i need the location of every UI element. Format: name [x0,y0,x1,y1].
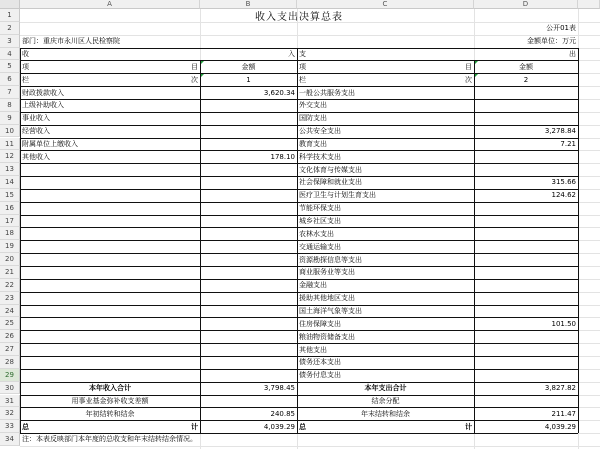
expense-value[interactable]: 3,278.84 [544,127,576,136]
row-header[interactable]: 30 [0,382,20,395]
row-header[interactable]: 2 [0,22,20,35]
department-label[interactable]: 部门：重庆市永川区人民检察院 [22,37,120,46]
expense-value[interactable] [474,279,578,292]
expense-item[interactable]: 金融支出 [299,281,327,290]
expense-item-label[interactable]: 项 [299,62,306,71]
begin-balance-label[interactable]: 年初结转和结余 [85,409,135,418]
error-indicator-icon[interactable] [475,61,478,64]
expense-value[interactable]: 7.21 [560,139,576,148]
income-amount-label[interactable]: 金额 [241,62,256,71]
row-header[interactable]: 23 [0,292,20,305]
expense-item[interactable]: 外交支出 [299,101,327,110]
expense-item[interactable]: 社会保障和就业支出 [299,178,362,187]
expense-value[interactable]: 101.50 [551,319,576,328]
income-value[interactable] [200,99,297,112]
row-header[interactable]: 1 [0,9,20,22]
income-value[interactable] [200,112,297,125]
expense-value[interactable] [474,292,578,305]
income-col-label-right[interactable]: 次 [191,75,198,84]
income-item[interactable]: 经营收入 [22,127,50,136]
end-balance-value[interactable]: 211.47 [551,409,576,418]
expense-value[interactable] [474,86,578,99]
begin-balance-value[interactable]: 240.85 [270,409,295,418]
row-header[interactable]: 20 [0,253,20,266]
expense-col-label[interactable]: 栏 [299,75,306,84]
expense-value[interactable] [474,163,578,176]
expense-item[interactable]: 科学技术支出 [299,152,341,161]
expense-item[interactable]: 商业服务业等支出 [299,268,355,277]
income-col-label[interactable]: 栏 [22,75,29,84]
expense-item[interactable]: 教育支出 [299,139,327,148]
income-item[interactable]: 附属单位上缴收入 [22,139,78,148]
expense-col-label-right[interactable]: 次 [465,75,472,84]
expense-item[interactable]: 城乡社区支出 [299,217,341,226]
expense-value[interactable] [474,215,578,228]
row-header[interactable]: 33 [0,420,20,433]
sheet-title[interactable]: 收入支出决算总表 [255,11,343,22]
income-item[interactable]: 事业收入 [22,114,50,123]
column-header-filler [578,0,600,9]
row-header[interactable]: 25 [0,317,20,330]
expense-item[interactable]: 国防支出 [299,114,327,123]
table-border [578,48,579,434]
expense-value[interactable] [474,227,578,240]
row-header[interactable]: 17 [0,215,20,228]
expense-item[interactable]: 国土海洋气象等支出 [299,306,362,315]
expense-item[interactable]: 粮油物资储备支出 [299,332,355,341]
income-header[interactable]: 收 [22,49,29,58]
expense-value[interactable] [474,99,578,112]
income-item[interactable]: 财政拨款收入 [22,88,64,97]
row-header[interactable]: 12 [0,150,20,163]
income-total-label[interactable]: 本年收入合计 [89,384,131,393]
expense-header[interactable]: 支 [299,49,306,58]
row-header[interactable]: 4 [0,48,20,61]
income-item-label[interactable]: 项 [22,62,29,71]
row-header[interactable]: 29 [0,369,20,382]
end-balance-label[interactable]: 年末结转和结余 [361,409,410,418]
column-header-d[interactable]: D [474,0,578,9]
expense-item[interactable]: 债务付息支出 [299,371,341,380]
expense-item-label-right[interactable]: 目 [465,62,472,71]
amount-unit[interactable]: 金额单位：万元 [527,37,576,46]
row-header[interactable]: 21 [0,266,20,279]
expense-total-label[interactable]: 本年支出合计 [364,384,407,393]
expense-value[interactable] [474,253,578,266]
row-header[interactable]: 6 [0,73,20,86]
fund-label[interactable]: 用事业基金弥补收支差额 [71,396,149,405]
grand-income-value[interactable]: 4,039.29 [263,422,295,431]
row-header[interactable]: 7 [0,86,20,99]
row-header[interactable]: 13 [0,163,20,176]
expense-item[interactable]: 债务还本支出 [299,358,341,367]
row-header[interactable]: 31 [0,395,20,408]
expense-header-right[interactable]: 出 [569,49,576,58]
expense-amount-label[interactable]: 金额 [519,62,533,71]
income-header-right[interactable]: 入 [288,49,295,58]
row-header[interactable]: 32 [0,407,20,420]
table-note[interactable]: 注：本表反映部门本年度的总收支和年末结转结余情况。 [22,435,197,444]
grand-total-label-expense-right[interactable]: 计 [465,422,472,431]
expense-value[interactable] [474,112,578,125]
expense-item[interactable]: 援助其他地区支出 [299,294,355,303]
row-header[interactable]: 22 [0,279,20,292]
grand-total-label-right[interactable]: 计 [191,422,198,431]
expense-item[interactable]: 文化体育与传媒支出 [299,165,362,174]
surplus-label[interactable]: 结余分配 [371,396,400,405]
income-value[interactable] [200,125,297,138]
expense-item[interactable]: 一般公共服务支出 [299,88,355,97]
select-all-corner[interactable] [0,0,20,9]
row-header[interactable]: 18 [0,227,20,240]
expense-item[interactable]: 公共安全支出 [299,127,341,136]
expense-value[interactable] [474,266,578,279]
income-value[interactable] [200,138,297,151]
expense-item[interactable]: 资源勘探信息等支出 [299,255,362,264]
expense-value[interactable] [474,240,578,253]
grand-expense-value[interactable]: 4,039.29 [544,422,576,431]
expense-total-value[interactable]: 3,827.82 [544,384,576,393]
expense-item[interactable]: 住房保障支出 [299,319,341,328]
row-header[interactable]: 5 [0,60,20,73]
expense-value[interactable]: 315.66 [551,178,576,187]
expense-value[interactable] [474,330,578,343]
error-indicator-icon[interactable] [201,61,204,64]
row-header[interactable]: 28 [0,356,20,369]
expense-value[interactable]: 124.62 [551,191,576,200]
error-indicator-icon[interactable] [201,74,204,77]
row-header[interactable]: 3 [0,35,20,48]
form-code[interactable]: 公开01表 [546,24,576,33]
cell-grid [20,9,600,449]
column-header-b[interactable]: B [200,0,297,9]
expense-value[interactable] [474,343,578,356]
income-item[interactable]: 其他收入 [22,152,50,161]
expense-item[interactable]: 医疗卫生与计划生育支出 [299,191,376,200]
row-header[interactable]: 9 [0,112,20,125]
expense-item[interactable]: 节能环保支出 [299,204,341,213]
grand-total-label[interactable]: 总 [22,422,29,431]
row-header[interactable]: 10 [0,125,20,138]
grand-total-label-expense[interactable]: 总 [299,422,306,431]
income-item[interactable]: 上级补助收入 [22,101,64,110]
fund-value[interactable] [200,395,297,408]
expense-col-number[interactable]: 2 [523,75,529,84]
row-header[interactable]: 34 [0,433,20,446]
income-total-value[interactable]: 3,798.45 [263,384,295,393]
expense-value[interactable] [474,305,578,318]
row-header[interactable]: 27 [0,343,20,356]
column-header-c[interactable]: C [297,0,474,9]
expense-item[interactable]: 其他支出 [299,345,327,354]
income-value[interactable]: 178.10 [270,152,295,161]
expense-item[interactable]: 交通运输支出 [299,242,341,251]
row-header[interactable]: 15 [0,189,20,202]
gridline [20,446,600,447]
expense-value[interactable] [474,150,578,163]
expense-value[interactable] [474,369,578,382]
row-header[interactable]: 8 [0,99,20,112]
row-header[interactable]: 26 [0,330,20,343]
surplus-value[interactable] [474,395,578,408]
row-header[interactable]: 16 [0,202,20,215]
row-header[interactable]: 14 [0,176,20,189]
row-header[interactable]: 11 [0,138,20,151]
income-col-number[interactable]: 1 [246,75,251,84]
expense-value[interactable] [474,202,578,215]
income-item-label-right[interactable]: 目 [191,62,198,71]
column-header-a[interactable]: A [20,0,200,9]
expense-item[interactable]: 农林水支出 [299,229,334,238]
error-indicator-icon[interactable] [475,74,478,77]
row-header[interactable]: 24 [0,305,20,318]
expense-value[interactable] [474,356,578,369]
row-header[interactable]: 19 [0,240,20,253]
income-value[interactable]: 3,620.34 [263,88,295,97]
